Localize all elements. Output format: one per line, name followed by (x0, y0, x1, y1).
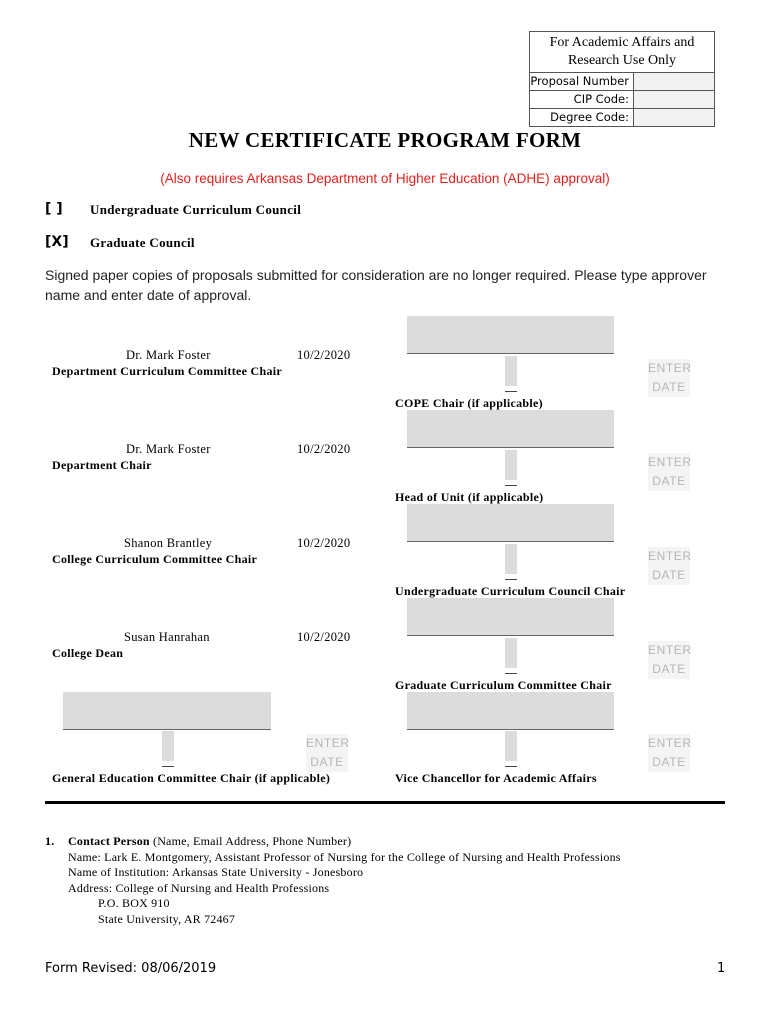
enter-label: ENTER (306, 736, 350, 750)
form-revised-date: Form Revised: 08/06/2019 (45, 961, 217, 976)
enter-label: ENTER (648, 361, 692, 375)
enter-label: ENTER (648, 736, 692, 750)
enter-date-field[interactable] (648, 547, 690, 585)
signer-role: Graduate Curriculum Committee Chair (395, 678, 612, 692)
signature-date-stub[interactable] (505, 544, 517, 574)
signer-name[interactable]: Dr. Mark Foster (126, 348, 211, 362)
section-divider (45, 801, 725, 804)
enter-label: ENTER (648, 549, 692, 563)
signature-date-stub[interactable] (505, 356, 517, 386)
enter-date-field[interactable] (648, 734, 690, 772)
contact-city-line: State University, AR 72467 (98, 911, 236, 926)
cip-code-label: CIP Code: (530, 91, 634, 108)
signer-date[interactable]: 10/2/2020 (297, 536, 351, 550)
enter-date-field[interactable] (648, 359, 690, 397)
contact-number: 1. (45, 834, 55, 848)
signature-date-stub[interactable] (162, 731, 174, 761)
contact-name-line: Name: Lark E. Montgomery, Assistant Professor of Nursing for the College of Nursing and Health Professions (68, 849, 621, 864)
enter-label: ENTER (648, 643, 692, 657)
signature-date-stub[interactable] (505, 638, 517, 668)
date-label: DATE (652, 755, 686, 769)
ucc-label: Undergraduate Curriculum Council (90, 202, 302, 217)
graduate-council-checkbox[interactable]: [X] (45, 234, 69, 250)
signer-role: Undergraduate Curriculum Council Chair (395, 584, 626, 598)
degree-code-label: Degree Code: (530, 109, 634, 126)
proposal-number-row (530, 73, 714, 91)
signer-date[interactable]: 10/2/2020 (297, 442, 351, 456)
enter-date-field[interactable] (648, 641, 690, 679)
signer-role: Head of Unit (if applicable) (395, 490, 544, 504)
signer-name[interactable]: Shanon Brantley (124, 536, 213, 550)
contact-heading-note: (Name, Email Address, Phone Number) (153, 834, 352, 848)
proposal-number-field[interactable] (634, 73, 714, 90)
signer-role: Vice Chancellor for Academic Affairs (395, 771, 597, 785)
contact-section (45, 834, 621, 927)
signature-name-field[interactable] (407, 410, 614, 448)
signer-role: College Curriculum Committee Chair (52, 552, 258, 566)
divider (162, 766, 174, 767)
contact-heading-line (45, 834, 621, 850)
signer-role: Department Chair (52, 458, 152, 472)
enter-date-field[interactable] (306, 734, 348, 772)
signer-role: College Dean (52, 646, 124, 660)
contact-institution-line: Name of Institution: Arkansas State University - Jonesboro (68, 865, 364, 879)
page-number: 1 (717, 961, 726, 976)
degree-code-field[interactable] (634, 109, 714, 126)
signer-role: Department Curriculum Committee Chair (52, 364, 283, 378)
signature-name-field[interactable] (407, 598, 614, 636)
cip-code-field[interactable] (634, 91, 714, 108)
enter-label: ENTER (648, 455, 692, 469)
date-label: DATE (652, 662, 686, 676)
academic-affairs-header: For Academic Affairs and Research Use Only (530, 32, 714, 73)
contact-address-line: Address: College of Nursing and Health Professions (68, 880, 330, 895)
date-label: DATE (652, 474, 686, 488)
date-label: DATE (652, 380, 686, 394)
degree-code-row (530, 109, 714, 126)
signer-role: General Education Committee Chair (if applicable) (52, 771, 331, 785)
signature-date-stub[interactable] (505, 450, 517, 480)
graduate-council-label: Graduate Council (90, 235, 195, 250)
instructions-text: Signed paper copies of proposals submitted for consideration are no longer required. Please type approver name and enter date of approval. (45, 267, 707, 303)
ucc-checkbox[interactable]: [ ] (45, 201, 63, 217)
divider (505, 579, 517, 580)
signer-role: COPE Chair (if applicable) (395, 396, 543, 410)
signature-name-field[interactable] (63, 692, 271, 730)
enter-date-field[interactable] (648, 453, 690, 491)
form-title: NEW CERTIFICATE PROGRAM FORM (188, 128, 582, 152)
adhe-approval-note: (Also requires Arkansas Department of Higher Education (ADHE) approval) (160, 171, 610, 186)
signer-date[interactable]: 10/2/2020 (297, 348, 351, 362)
date-label: DATE (652, 568, 686, 582)
proposal-number-label: Proposal Number (530, 73, 634, 90)
divider (505, 766, 517, 767)
cip-code-row (530, 91, 714, 109)
signature-name-field[interactable] (407, 316, 614, 354)
signature-name-field[interactable] (407, 504, 614, 542)
divider (505, 391, 517, 392)
signature-name-field[interactable] (407, 692, 614, 730)
signer-name[interactable]: Susan Hanrahan (124, 630, 210, 644)
signer-date[interactable]: 10/2/2020 (297, 630, 351, 644)
divider (505, 485, 517, 486)
academic-affairs-box (529, 31, 715, 127)
date-label: DATE (310, 755, 344, 769)
signature-date-stub[interactable] (505, 731, 517, 761)
divider (505, 673, 517, 674)
contact-pobox-line: P.O. BOX 910 (98, 896, 170, 910)
contact-heading: Contact Person (68, 834, 150, 848)
signer-name[interactable]: Dr. Mark Foster (126, 442, 211, 456)
